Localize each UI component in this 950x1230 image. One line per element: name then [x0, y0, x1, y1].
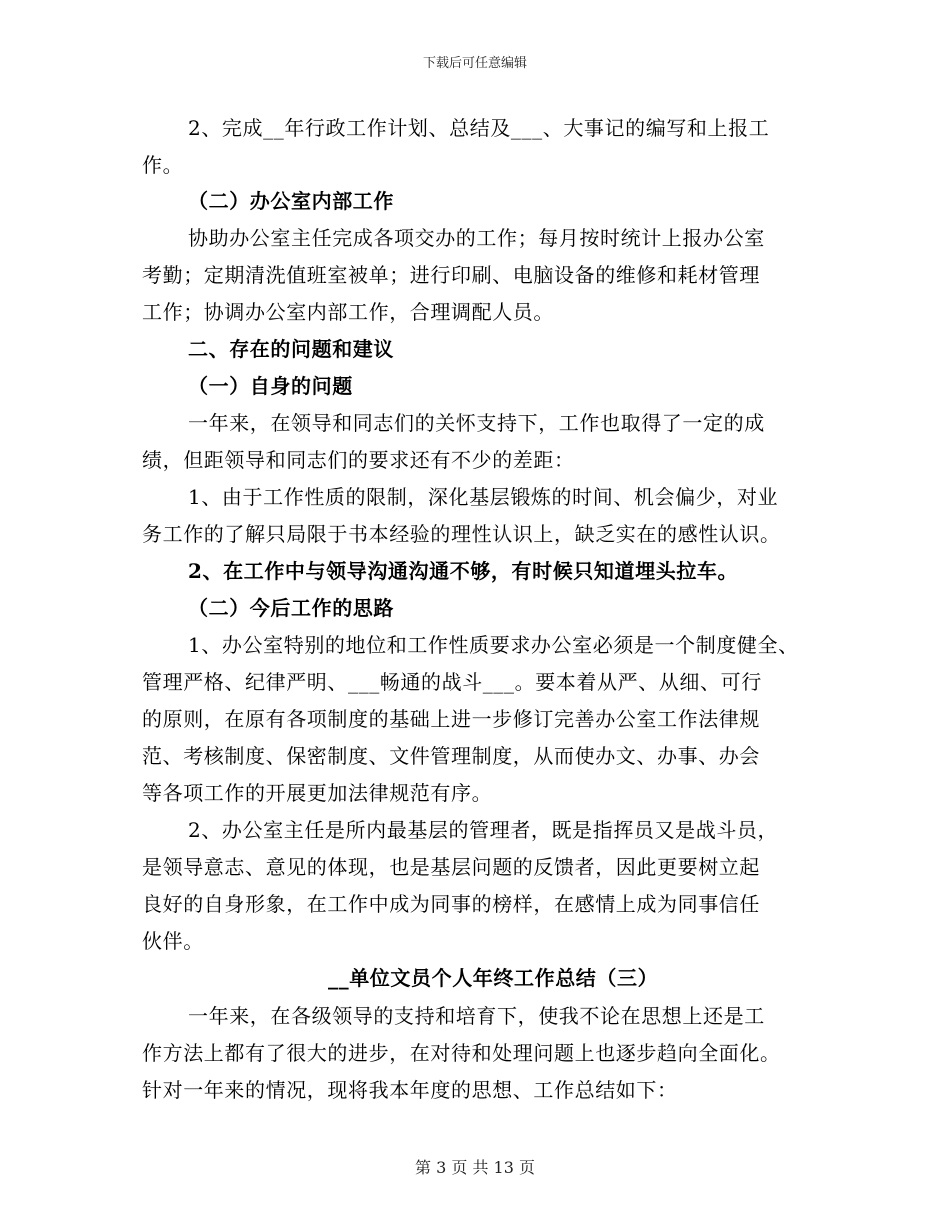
section-heading: （一）自身的问题 — [188, 374, 353, 398]
paragraph-line: 伙伴。 — [142, 929, 204, 953]
article-title: __单位文员个人年终工作总结（三） — [328, 966, 659, 990]
paragraph-line: 1、由于工作性质的限制，深化基层锻炼的时间、机会偏少，对业 — [188, 485, 779, 509]
paragraph-line: 一年来，在各级领导的支持和培育下，使我不论在思想上还是工 — [188, 1004, 765, 1028]
paragraph-line: 一年来，在领导和同志们的关怀支持下，工作也取得了一定的成 — [188, 411, 765, 435]
section-heading: 二、存在的问题和建议 — [188, 337, 394, 361]
section-heading: （二）办公室内部工作 — [188, 189, 394, 213]
page-header: 下载后可任意编辑 — [422, 56, 527, 71]
paragraph-line: 作方法上都有了很大的进步，在对待和处理问题上也逐步趋向全面化。 — [142, 1041, 781, 1065]
page-number-footer: 第 3 页 共 13 页 — [415, 1158, 535, 1177]
paragraph-line: 务工作的了解只局限于书本经验的理性认识上，缺乏实在的感性认识。 — [142, 522, 781, 546]
paragraph-line: 针对一年来的情况，现将我本年度的思想、工作总结如下： — [142, 1078, 678, 1102]
paragraph-line: 是领导意志、意见的体现，也是基层问题的反馈者，因此更要树立起 — [142, 855, 760, 879]
paragraph-line: 绩，但距领导和同志们的要求还有不少的差距： — [142, 448, 575, 472]
paragraph-line: 2、完成__年行政工作计划、总结及___、大事记的编写和上报工 — [188, 116, 770, 140]
paragraph-line: 协助办公室主任完成各项交办的工作；每月按时统计上报办公室 — [188, 226, 765, 250]
section-heading: （二）今后工作的思路 — [188, 596, 394, 620]
paragraph-line: 作。 — [142, 153, 184, 177]
paragraph-line: 范、考核制度、保密制度、文件管理制度，从而使办文、办事、办会 — [142, 744, 760, 768]
paragraph-line: 良好的自身形象，在工作中成为同事的榜样，在感情上成为同事信任 — [142, 892, 760, 916]
bold-paragraph-line: 2、在工作中与领导沟通沟通不够，有时候只知道埋头拉车。 — [188, 559, 739, 583]
paragraph-line: 考勤；定期清洗值班室被单；进行印刷、电脑设备的维修和耗材管理 — [142, 263, 760, 287]
paragraph-line: 工作；协调办公室内部工作，合理调配人员。 — [142, 300, 554, 324]
paragraph-line: 管理严格、纪律严明、___畅通的战斗___。要本着从严、从细、可行 — [142, 670, 762, 694]
paragraph-line: 等各项工作的开展更加法律规范有序。 — [142, 781, 493, 805]
paragraph-line: 1、办公室特别的地位和工作性质要求办公室必须是一个制度健全、 — [188, 633, 799, 657]
paragraph-line: 2、办公室主任是所内最基层的管理者，既是指挥员又是战斗员， — [188, 818, 779, 842]
paragraph-line: 的原则，在原有各项制度的基础上进一步修订完善办公室工作法律规 — [142, 707, 760, 731]
